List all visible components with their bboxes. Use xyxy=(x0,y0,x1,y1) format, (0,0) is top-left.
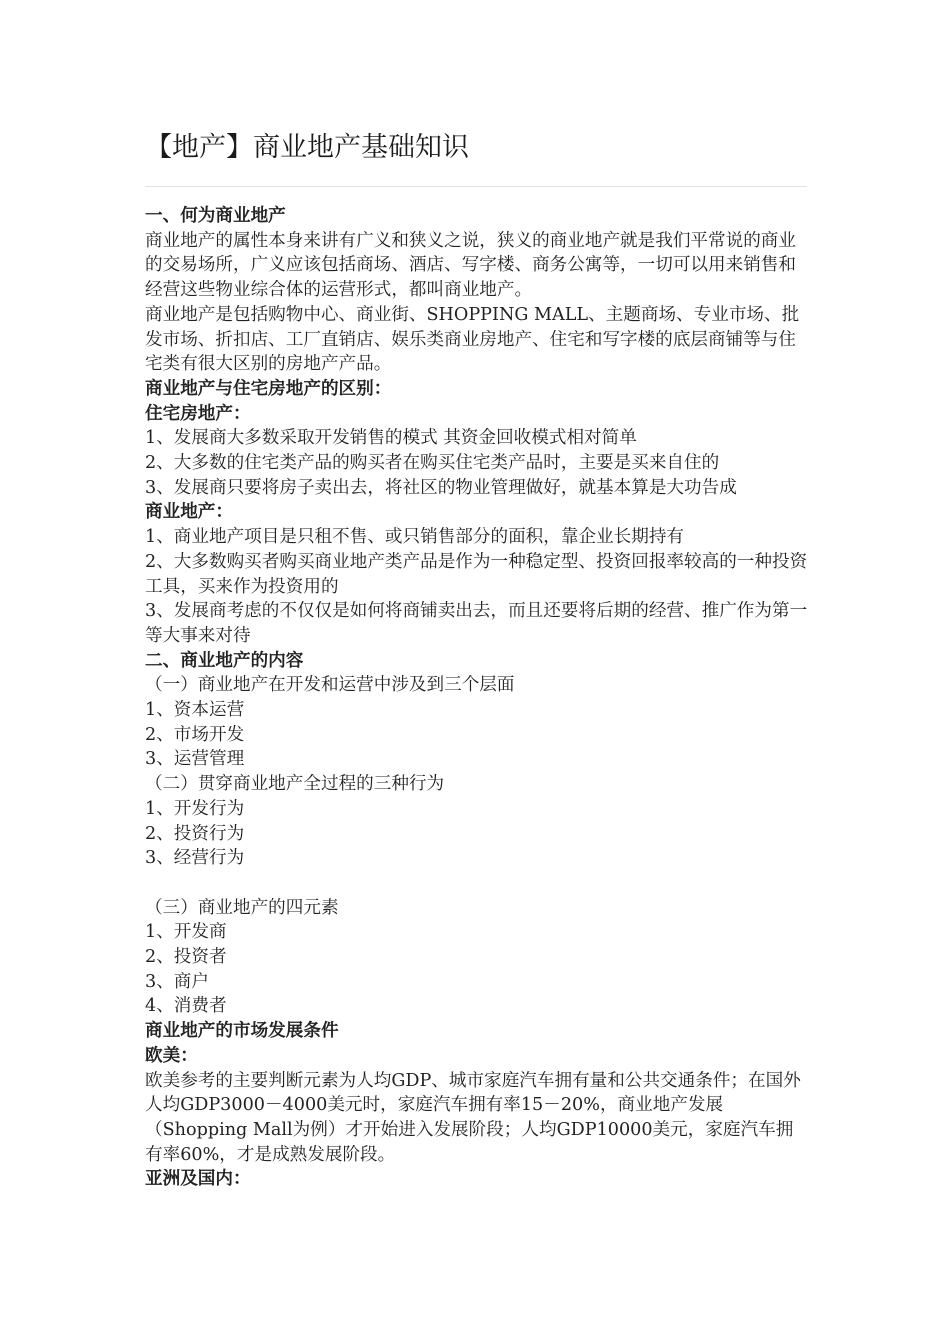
body-paragraph: 4、消费者 xyxy=(145,996,227,1017)
body-paragraph: 1、发展商大多数采取开发销售的模式 其资金回收模式相对简单 xyxy=(145,428,637,449)
body-paragraph: 欧美参考的主要判断元素为人均GDP、城市家庭汽车拥有量和公共交通条件；在国外人均GDP3000－4000美元时，家庭汽车拥有率15－20%，商业地产发展（Shopping Mall为例）才开始进入发展阶段；人均GDP10000美元，家庭汽车拥有率60%，才是成熟发展阶段。 xyxy=(145,1070,801,1165)
section-heading: 一、何为商业地产 xyxy=(145,205,286,226)
body-paragraph: 1、商业地产项目是只租不售、或只销售部分的面积，靠企业长期持有 xyxy=(145,527,685,548)
blank-line xyxy=(145,871,810,896)
document-title: 【地产】商业地产基础知识 xyxy=(145,132,469,163)
body-paragraph: 1、资本运营 xyxy=(145,700,245,721)
body-paragraph: 3、发展商只要将房子卖出去，将社区的物业管理做好，就基本算是大功告成 xyxy=(145,477,737,498)
title-divider xyxy=(145,186,807,187)
body-paragraph: 3、发展商考虑的不仅仅是如何将商铺卖出去，而且还要将后期的经营、推广作为第一等大事来对待 xyxy=(145,601,808,646)
body-paragraph: 2、大多数购买者购买商业地产类产品是作为一种稳定型、投资回报率较高的一种投资工具，买来作为投资用的 xyxy=(145,551,808,597)
section-heading: 住宅房地产： xyxy=(145,402,251,424)
section-heading: 亚洲及国内： xyxy=(145,1168,251,1190)
body-paragraph: 2、投资者 xyxy=(145,947,227,968)
body-paragraph: 3、运营管理 xyxy=(145,749,245,770)
body-paragraph: 3、商户 xyxy=(145,971,209,992)
section-heading: 欧美： xyxy=(145,1044,198,1066)
body-paragraph: 2、市场开发 xyxy=(145,724,245,745)
body-paragraph: 1、开发行为 xyxy=(145,798,245,819)
body-paragraph: （一）商业地产在开发和运营中涉及到三个层面 xyxy=(145,675,515,696)
body-paragraph: 商业地产是包括购物中心、商业街、SHOPPING MALL、主题商场、专业市场、批发市场、折扣店、工厂直销店、娱乐类商业房地产、住宅和写字楼的底层商铺等与住宅类有很大区别的房地产产品。 xyxy=(145,304,800,375)
section-heading: 商业地产： xyxy=(145,501,233,523)
body-paragraph: 3、经营行为 xyxy=(145,848,245,869)
section-heading: 商业地产与住宅房地产的区别： xyxy=(145,377,392,399)
section-heading: 二、商业地产的内容 xyxy=(145,649,304,671)
body-paragraph: 商业地产的属性本身来讲有广义和狭义之说，狭义的商业地产就是我们平常说的商业的交易场所，广义应该包括商场、酒店、写字楼、商务公寓等，一切可以用来销售和经营这些物业综合体的运营形式，都叫商业地产。 xyxy=(145,230,796,301)
section-heading: 商业地产的市场发展条件 xyxy=(145,1020,339,1042)
body-paragraph: 2、大多数的住宅类产品的购买者在购买住宅类产品时，主要是买来自住的 xyxy=(145,453,720,474)
body-paragraph: 2、投资行为 xyxy=(145,823,245,844)
body-paragraph: 1、开发商 xyxy=(145,922,227,943)
document-body xyxy=(145,204,810,1192)
body-paragraph: （三）商业地产的四元素 xyxy=(145,897,339,918)
body-paragraph: （二）贯穿商业地产全过程的三种行为 xyxy=(145,774,445,795)
